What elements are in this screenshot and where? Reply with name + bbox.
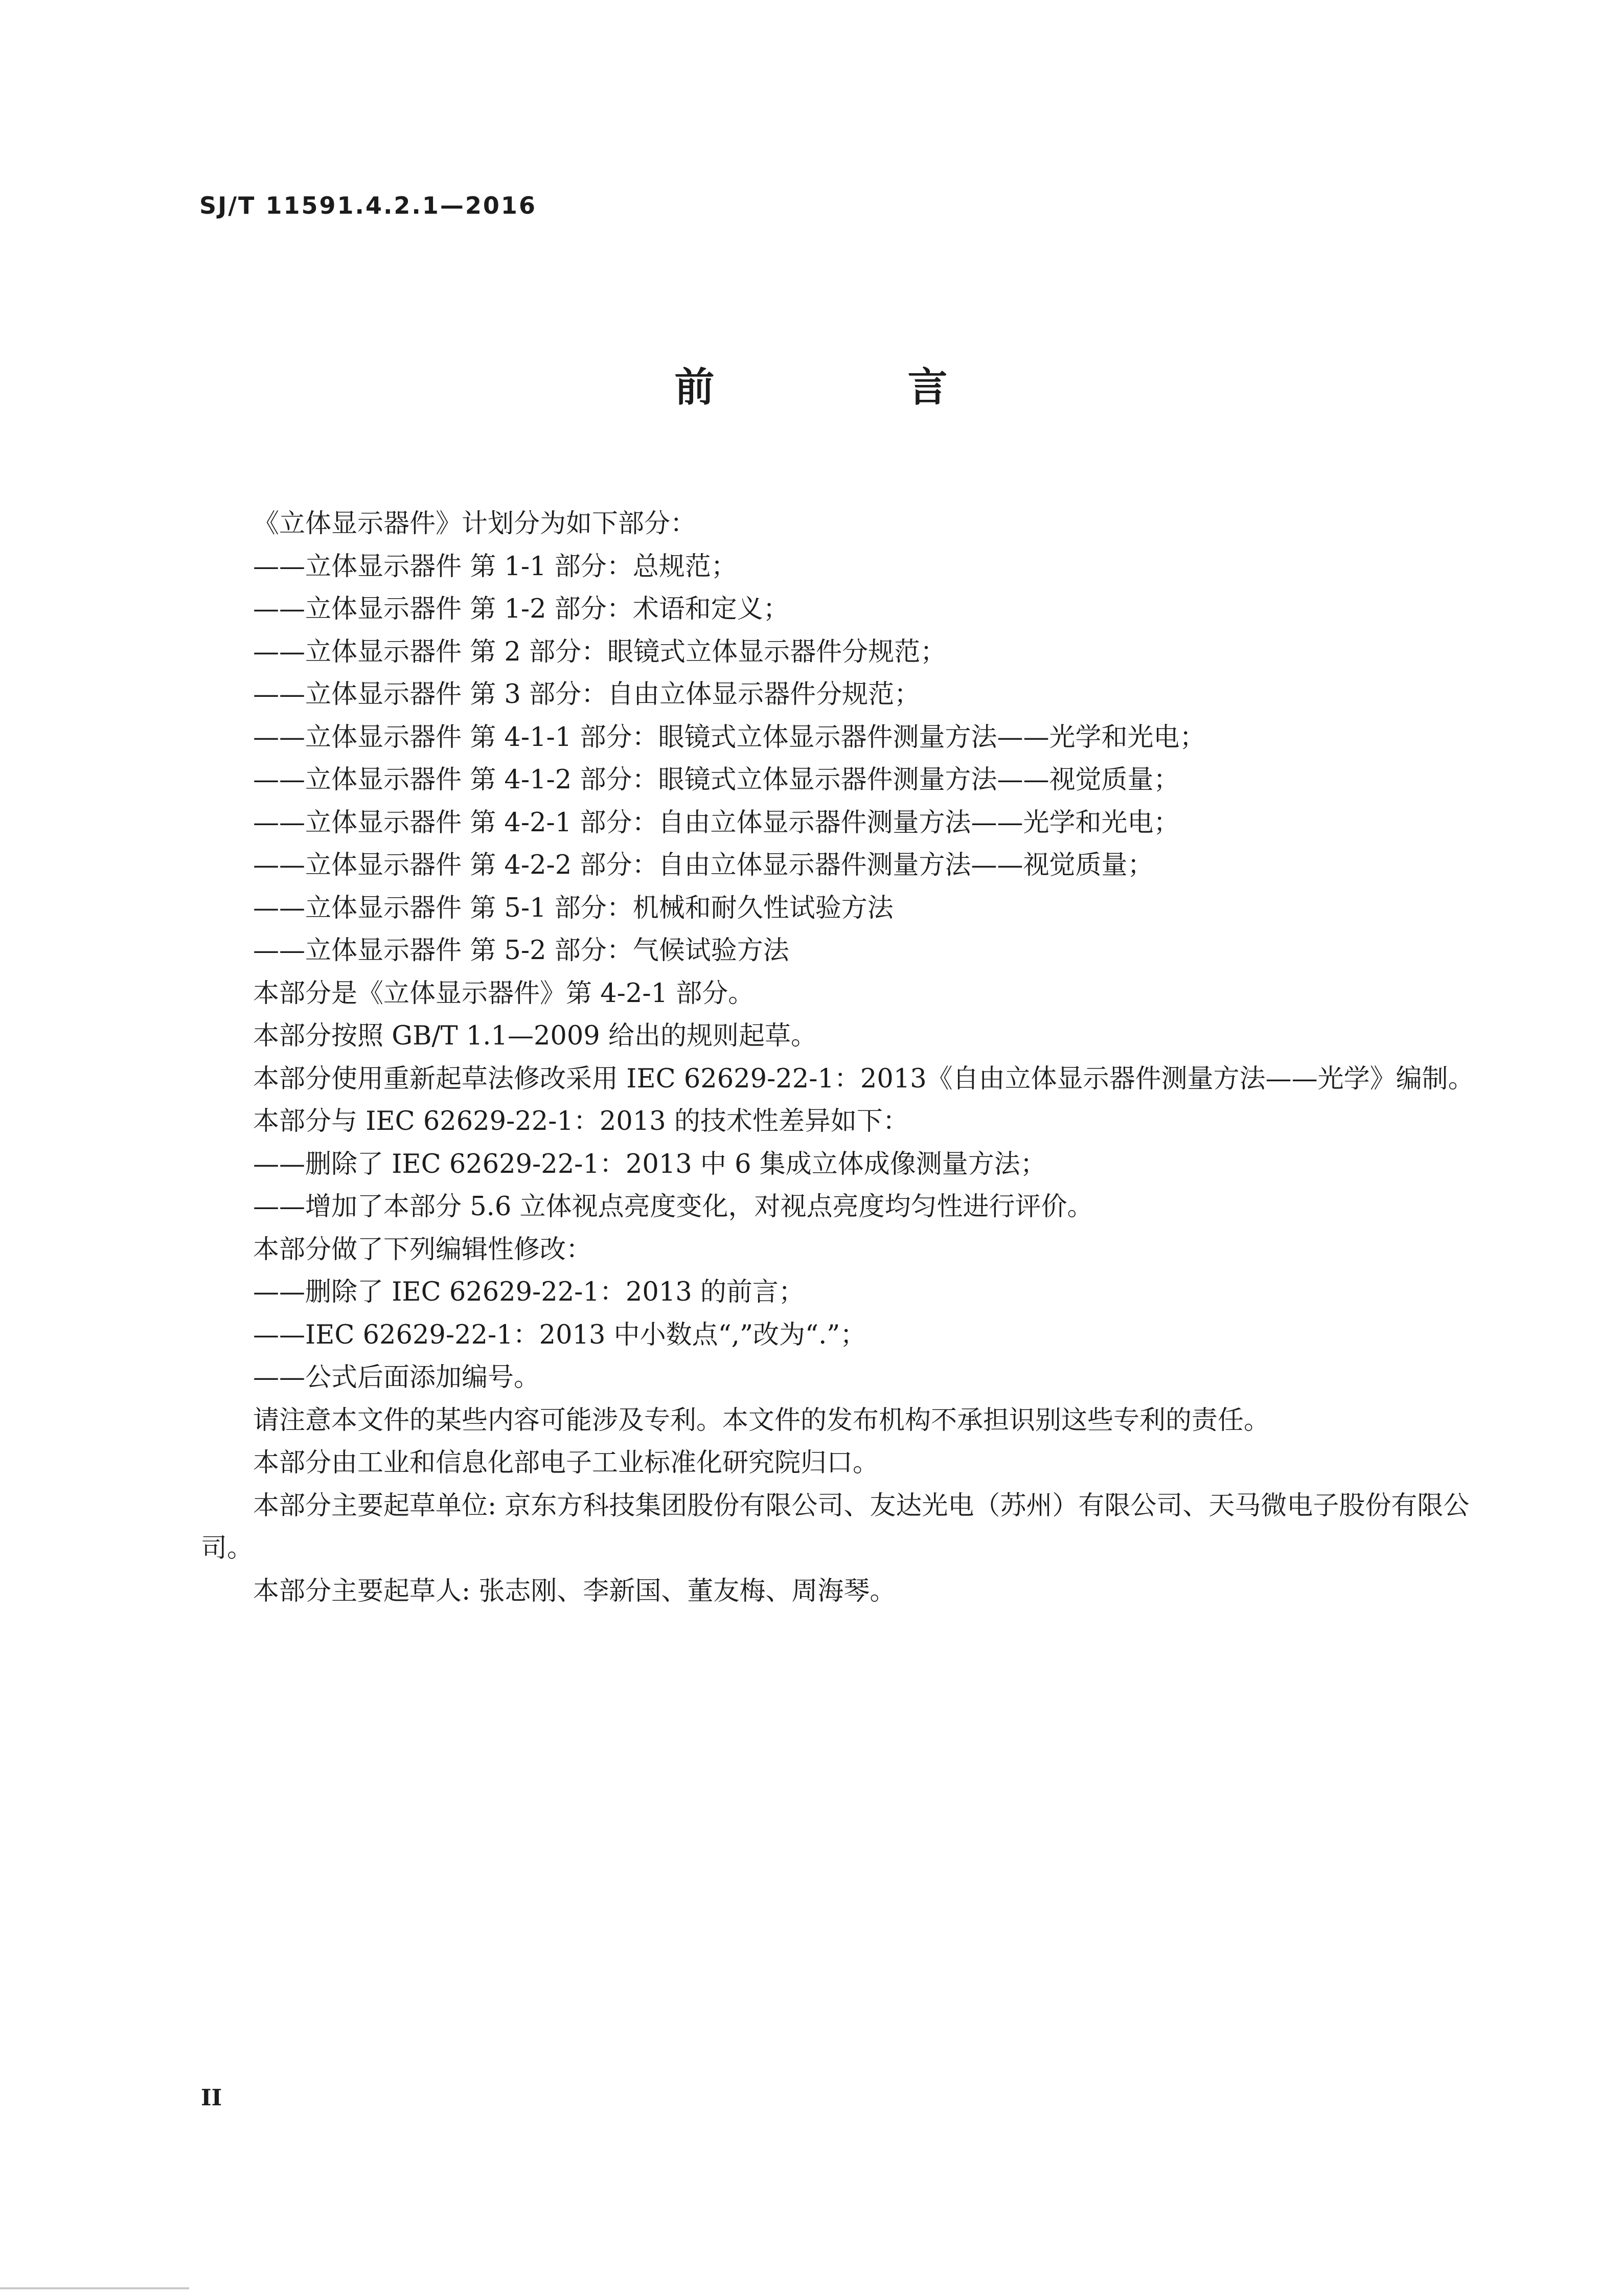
list-item-part-4-2-1: ——立体显示器件 第 4-2-1 部分：自由立体显示器件测量方法——光学和光电； — [253, 807, 1180, 838]
list-item-added-section: ——增加了本部分 5.6 立体视点亮度变化，对视点亮度均匀性进行评价。 — [253, 1192, 1093, 1222]
list-item-part-4-1-1: ——立体显示器件 第 4-1-1 部分：眼镜式立体显示器件测量方法——光学和光电； — [253, 722, 1206, 753]
paragraph-editorial-changes: 本部分做了下列编辑性修改： — [253, 1234, 592, 1265]
scan-edge-divider — [0, 2287, 189, 2289]
paragraph-technical-differences: 本部分与 IEC 62629-22-1：2013 的技术性差异如下： — [253, 1106, 909, 1136]
list-item-part-4-1-2: ——立体显示器件 第 4-1-2 部分：眼镜式立体显示器件测量方法——视觉质量； — [253, 765, 1180, 795]
paragraph-drafters: 本部分主要起草人: 张志刚、李新国、董友梅、周海琴。 — [253, 1576, 896, 1606]
foreword-body — [201, 503, 1481, 1612]
paragraph-adoption: 本部分使用重新起草法修改采用 IEC 62629-22-1：2013《自由立体显示器件测量方法——光学》编制。 — [253, 1063, 1474, 1094]
page-title: 前 言 — [674, 365, 1024, 411]
list-item-part-3: ——立体显示器件 第 3 部分：自由立体显示器件分规范； — [253, 679, 921, 710]
paragraph-intro: 《立体显示器件》计划分为如下部分： — [253, 509, 697, 539]
list-item-decimal-point: ——IEC 62629-22-1：2013 中小数点“,”改为“.”； — [253, 1320, 866, 1350]
list-item-part-2: ——立体显示器件 第 2 部分：眼镜式立体显示器件分规范； — [253, 636, 947, 667]
list-item-part-5-1: ——立体显示器件 第 5-1 部分：机械和耐久性试验方法 — [253, 893, 894, 923]
list-item-part-1-1: ——立体显示器件 第 1-1 部分：总规范； — [253, 551, 737, 582]
list-item-deleted-foreword: ——删除了 IEC 62629-22-1：2013 的前言； — [253, 1277, 805, 1307]
list-item-part-5-2: ——立体显示器件 第 5-2 部分：气候试验方法 — [253, 936, 789, 966]
page-number: II — [201, 2085, 222, 2111]
standard-code: SJ/T 11591.4.2.1—2016 — [199, 192, 537, 219]
paragraph-responsible-body: 本部分由工业和信息化部电子工业标准化研究院归口。 — [253, 1448, 879, 1478]
paragraph-patent-notice: 请注意本文件的某些内容可能涉及专利。本文件的发布机构不承担识别这些专利的责任。 — [253, 1405, 1270, 1436]
paragraph-drafting-organizations: 本部分主要起草单位: 京东方科技集团股份有限公司、友达光电（苏州）有限公司、天马微电子股份有限公司。 — [201, 1490, 1470, 1563]
paragraph-part-statement: 本部分是《立体显示器件》第 4-2-1 部分。 — [253, 978, 755, 1009]
list-item-part-4-2-2: ——立体显示器件 第 4-2-2 部分：自由立体显示器件测量方法——视觉质量； — [253, 850, 1154, 880]
list-item-part-1-2: ——立体显示器件 第 1-2 部分：术语和定义； — [253, 594, 789, 624]
list-item-deleted-section: ——删除了 IEC 62629-22-1：2013 中 6 集成立体成像测量方法； — [253, 1149, 1046, 1179]
paragraph-drafting-rules: 本部分按照 GB/T 1.1—2009 给出的规则起草。 — [253, 1021, 817, 1051]
list-item-formula-numbering: ——公式后面添加编号。 — [253, 1362, 540, 1393]
